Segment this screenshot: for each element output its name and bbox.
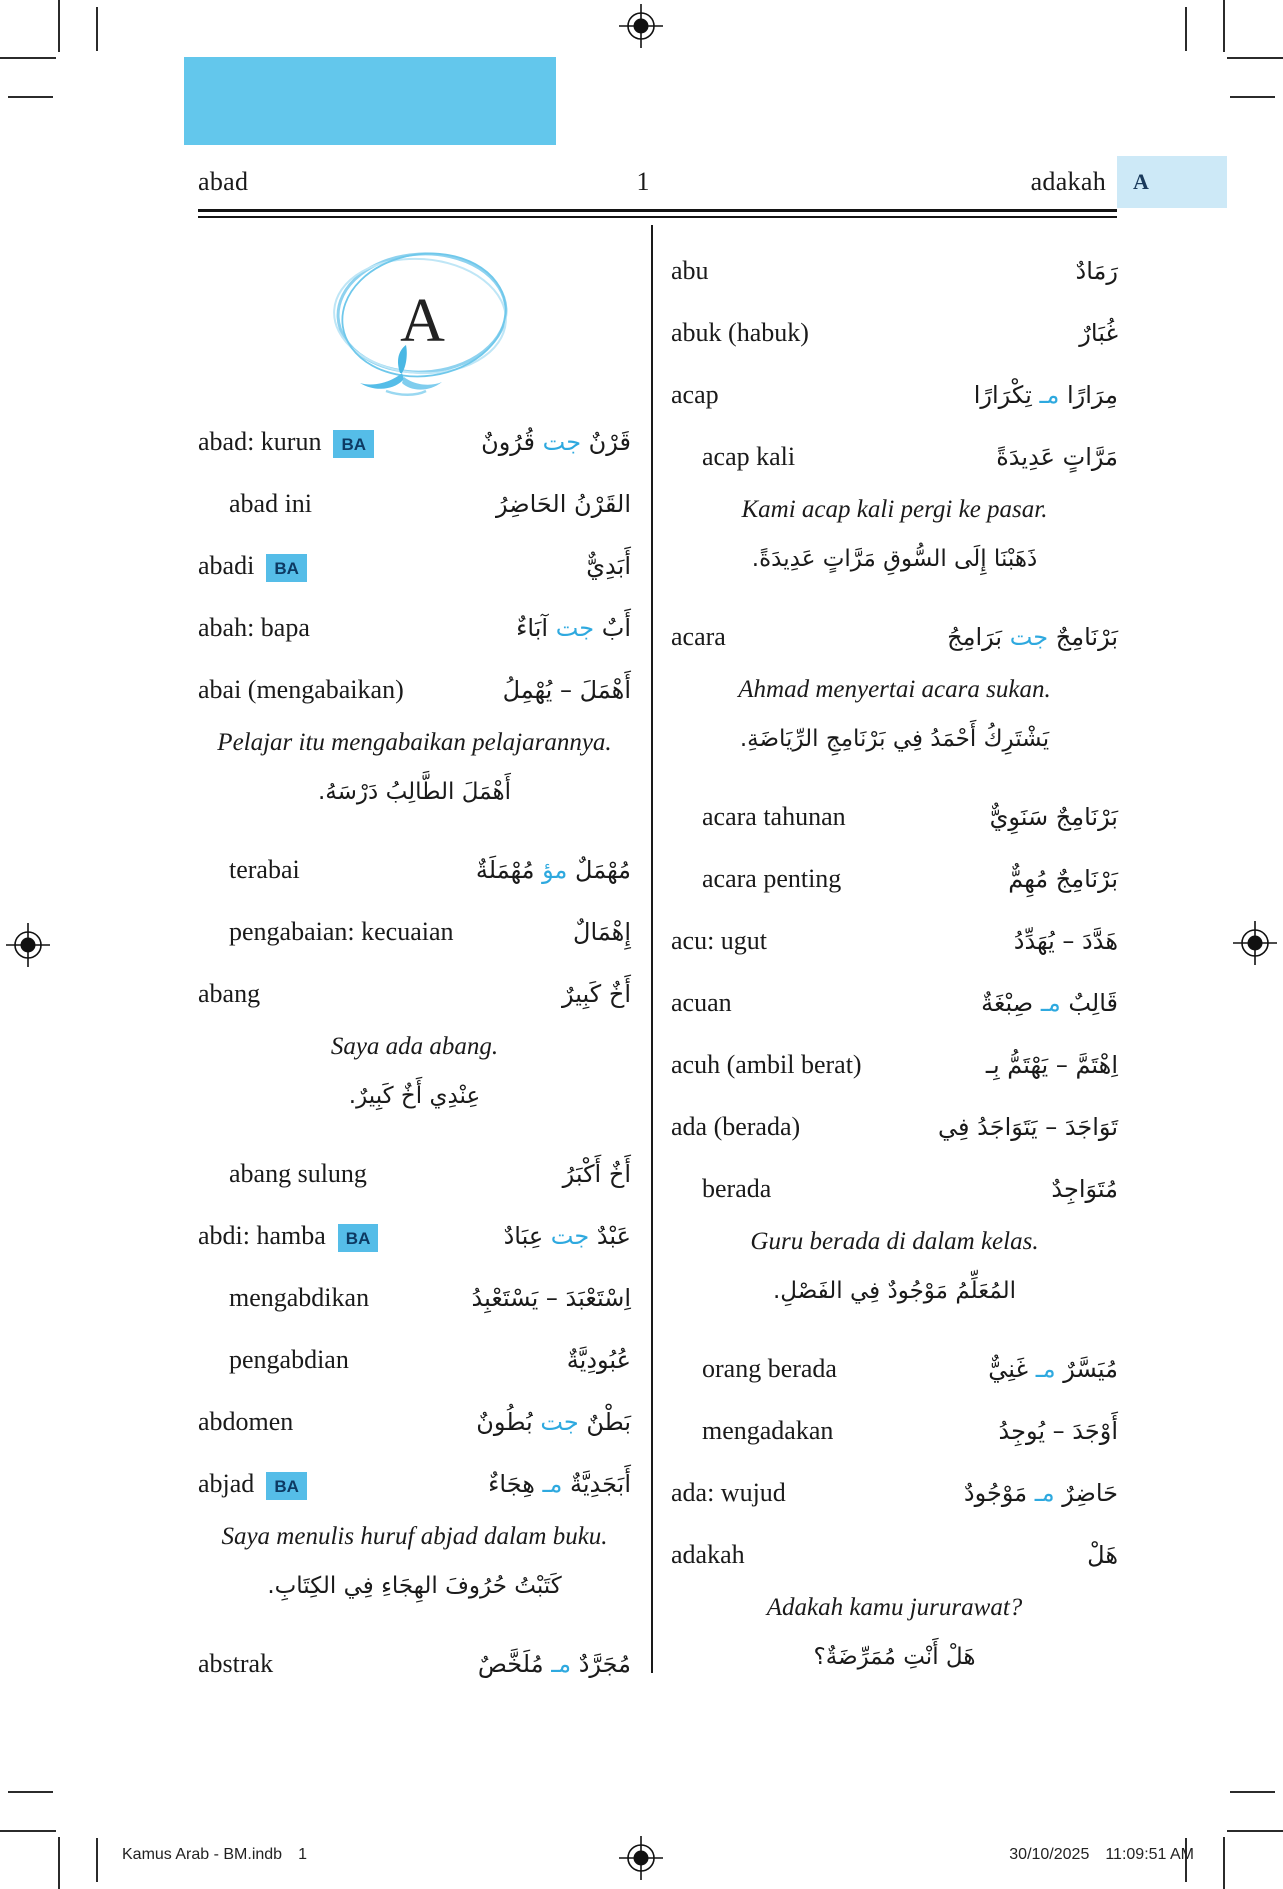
ba-badge: BA (338, 1224, 379, 1252)
dictionary-entry (671, 302, 1118, 364)
entry-term: abu (671, 256, 709, 285)
entry-term: abang sulung (229, 1159, 367, 1188)
entry-term-group (671, 318, 809, 348)
entry-term: terabai (229, 855, 300, 884)
arabic-text: أَوْجَدَ – يُوجِدُ (998, 1416, 1118, 1445)
arabic-text: بَرْنَامِجٌ (1048, 622, 1118, 651)
entry-term: abdomen (198, 1407, 294, 1436)
trim-mark (8, 1791, 53, 1793)
ba-badge: BA (333, 430, 374, 458)
medallion-space (198, 222, 631, 411)
arabic-text: بُطُونٌ (476, 1407, 541, 1436)
trim-mark (1223, 1837, 1225, 1889)
column-divider (651, 225, 653, 1673)
example-sentence (671, 672, 1118, 762)
arabic-text: اِهْتَمَّ – يَهْتَمُّ بِـ (985, 1050, 1118, 1079)
entry-term: mengabdikan (229, 1283, 370, 1312)
example-sentence (671, 1590, 1118, 1680)
entry-term: abang (198, 979, 261, 1008)
grammar-marker: مـ (551, 1649, 572, 1678)
guide-word-right: adakah (1030, 167, 1106, 196)
dictionary-entry (198, 659, 631, 721)
arabic-text: مَرَّاتٍ عَدِيدَةً (996, 442, 1118, 471)
dictionary-entry (198, 1205, 631, 1267)
entry-term-group (671, 380, 719, 410)
entry-term: abuk (habuk) (671, 318, 809, 347)
entry-term: acap (671, 380, 719, 409)
entry-term-group (198, 427, 374, 458)
entry-arabic (504, 1223, 631, 1249)
footer-file-info (122, 1846, 307, 1864)
dictionary-entry (198, 1143, 631, 1205)
dictionary-entry (671, 848, 1118, 910)
grammar-marker: مـ (1034, 1478, 1055, 1507)
example-arabic: المُعَلِّمُ مَوْجُودٌ فِي الفَصْلِ. (772, 1278, 1017, 1304)
arabic-text: بَطْنٌ (578, 1407, 631, 1436)
arabic-text: مُيَسَّرٌ (1055, 1354, 1118, 1383)
arabic-text: عُبُودِيَّةٌ (566, 1345, 631, 1374)
entry-term-group (671, 1050, 862, 1080)
entry-term-group (671, 256, 709, 286)
entry-term: abstrak (198, 1649, 274, 1678)
entry-term-group (198, 917, 454, 947)
entry-arabic (563, 1161, 631, 1187)
dictionary-entry (198, 1267, 631, 1329)
entry-term-group (198, 1469, 307, 1500)
entry-term: abai (mengabaikan) (198, 675, 404, 704)
entry-term-group (671, 1416, 833, 1446)
entry-arabic (996, 444, 1118, 470)
entry-arabic (986, 1052, 1118, 1078)
arabic-text: أَبَجَدِيَّةٌ (562, 1469, 631, 1498)
arabic-text: حَاضِرٌ (1054, 1478, 1118, 1507)
entry-arabic (1079, 320, 1118, 346)
arabic-text: تِكْرَارًا (973, 380, 1040, 409)
grammar-marker: جت (555, 613, 595, 642)
arabic-text: هَدَّدَ – يُهَدِّدُ (1013, 926, 1118, 955)
dictionary-entry (671, 1338, 1118, 1400)
grammar-marker: جت (550, 1221, 590, 1250)
registration-mark-icon (619, 4, 663, 48)
entry-term: pengabdian (229, 1345, 349, 1374)
dictionary-entry (671, 1096, 1118, 1158)
entry-arabic (990, 804, 1118, 830)
entry-term-group (198, 1345, 349, 1375)
entry-arabic (964, 1480, 1118, 1506)
trim-mark (96, 7, 98, 51)
arabic-text: القَرْنُ الحَاضِرُ (495, 489, 631, 518)
arabic-text: بَرَامِجُ (947, 622, 1010, 651)
entry-term-group (198, 1649, 273, 1679)
trim-mark (1227, 1830, 1283, 1832)
entry-term-group (671, 1478, 786, 1508)
arabic-text: بَرْنَامِجٌ سَنَوِيٌّ (989, 802, 1118, 831)
arabic-text: قُرُونٌ (481, 427, 543, 456)
arabic-text: بَرْنَامِجٌ مُهِمٌّ (1008, 864, 1118, 893)
entry-term-group (198, 1283, 369, 1313)
entry-term-group (198, 551, 307, 582)
entry-term-group (671, 442, 795, 472)
footer-page: 1 (298, 1846, 307, 1863)
dictionary-entry (198, 901, 631, 963)
arabic-text: إِهْمَالٌ (573, 917, 631, 946)
arabic-text: قَالِبٌ (1060, 988, 1118, 1017)
trim-mark (1227, 57, 1283, 59)
arabic-text: قَرْنٌ (581, 427, 631, 456)
dictionary-entry (198, 1453, 631, 1515)
arabic-text: غَنِيٌّ (988, 1354, 1036, 1383)
arabic-text: اِسْتَعْبَدَ – يَسْتَعْبِدُ (471, 1283, 631, 1312)
entry-arabic (562, 981, 631, 1007)
arabic-text: أَبَدِيٌّ (586, 551, 631, 580)
ba-badge: BA (266, 1472, 307, 1500)
trim-mark (1223, 0, 1225, 52)
example-malay: Saya menulis huruf abjad dalam buku. (221, 1523, 608, 1550)
entry-arabic (573, 919, 631, 945)
entry-arabic (488, 1471, 631, 1497)
dictionary-entry (198, 963, 631, 1025)
dictionary-entry (198, 1329, 631, 1391)
arabic-text: غُبَارٌ (1079, 318, 1118, 347)
trim-mark (8, 96, 53, 98)
trim-mark (1230, 1791, 1275, 1793)
grammar-marker: جت (540, 1407, 579, 1436)
entry-term: abdi: hamba (198, 1220, 326, 1250)
example-arabic: أَهْمَلَ الطَّالِبُ دَرْسَهُ. (318, 779, 511, 805)
arabic-text: هَلْ (1087, 1540, 1118, 1569)
trim-mark (0, 1830, 56, 1832)
entry-term: acuh (ambil berat) (671, 1050, 862, 1079)
entry-term: acara tahunan (702, 802, 846, 831)
entry-term-group (671, 926, 767, 956)
entry-term: acara (671, 622, 726, 651)
entry-term: acap kali (702, 442, 796, 471)
entry-arabic (988, 1356, 1118, 1382)
entry-term-group (198, 1407, 293, 1437)
header-color-bar (184, 57, 556, 145)
entry-term: acu: ugut (671, 926, 768, 955)
example-malay: Pelajar itu mengabaikan pelajarannya. (217, 729, 612, 756)
arabic-text: مُهْمَلَةٌ (475, 855, 543, 884)
dictionary-entry (671, 910, 1118, 972)
entry-term-group (671, 802, 846, 832)
trim-mark (0, 57, 56, 59)
dictionary-entry (198, 1391, 631, 1453)
ba-badge: BA (266, 554, 307, 582)
entry-term: abad: kurun (198, 426, 322, 456)
example-sentence (198, 725, 631, 815)
entry-term: acuan (671, 988, 732, 1017)
example-sentence (671, 1224, 1118, 1314)
entry-arabic (1008, 866, 1118, 892)
section-letter: A (400, 287, 445, 355)
entry-term: mengadakan (702, 1416, 834, 1445)
example-malay: Kami acap kali pergi ke pasar. (741, 496, 1048, 523)
example-malay: Adakah kamu jururawat? (766, 1594, 1023, 1621)
entry-term: orang berada (702, 1354, 837, 1383)
entry-term-group (198, 855, 300, 885)
arabic-text: أَخٌ كَبِيرٌ (562, 979, 631, 1008)
entry-arabic (496, 491, 631, 517)
footer-date: 30/10/2025 (1009, 1846, 1090, 1863)
footer-timestamp (1009, 1846, 1194, 1864)
arabic-text: مَوْجُودٌ (963, 1478, 1035, 1507)
entry-term-group (198, 1221, 378, 1252)
page-number: 1 (636, 167, 650, 196)
entry-term-group (671, 622, 726, 652)
entry-arabic (1051, 1176, 1118, 1202)
trim-mark (58, 0, 60, 52)
dictionary-entry (198, 1633, 631, 1695)
entry-term-group (671, 988, 732, 1018)
left-column (198, 222, 631, 1695)
dictionary-entry (671, 1158, 1118, 1220)
entry-term: ada: wujud (671, 1478, 786, 1507)
entry-term-group (671, 864, 841, 894)
registration-mark-icon (6, 923, 50, 967)
entry-arabic (476, 857, 631, 883)
arabic-text: صِبْغَةٌ (981, 988, 1041, 1017)
entry-arabic (516, 615, 631, 641)
example-malay: Saya ada abang. (330, 1033, 499, 1060)
right-column (671, 222, 1118, 1704)
entry-term: acara penting (702, 864, 842, 893)
entry-term: abjad (198, 1468, 255, 1498)
entry-term-group (671, 1174, 771, 1204)
arabic-text: مُلَخَّصٌ (477, 1649, 552, 1678)
dictionary-entry (198, 535, 631, 597)
entry-arabic (1087, 1542, 1118, 1568)
entry-arabic (947, 624, 1118, 650)
dictionary-entry (671, 1462, 1118, 1524)
arabic-text: عِبَادٌ (503, 1221, 551, 1250)
arabic-text: مُجَرَّدٌ (571, 1649, 631, 1678)
arabic-text: هِجَاءٌ (488, 1469, 543, 1498)
entry-term-group (198, 979, 260, 1009)
entry-arabic (476, 1409, 631, 1435)
entry-arabic (481, 429, 631, 455)
grammar-marker: مـ (1040, 988, 1061, 1017)
dictionary-entry (671, 1524, 1118, 1586)
entry-arabic (567, 1347, 631, 1373)
dictionary-entry (198, 411, 631, 473)
arabic-text: أَبٌ (594, 613, 631, 642)
entry-term-group (671, 1112, 800, 1142)
dictionary-entry (671, 972, 1118, 1034)
example-sentence (198, 1029, 631, 1119)
entry-term: berada (702, 1174, 772, 1203)
entry-term-group (198, 675, 404, 705)
dictionary-entry (671, 240, 1118, 302)
entry-term-group (671, 1354, 837, 1384)
grammar-marker: مـ (1039, 380, 1060, 409)
trim-mark (96, 1838, 98, 1882)
grammar-marker: مـ (542, 1469, 563, 1498)
arabic-text: عَبْدٌ (589, 1221, 631, 1250)
footer-time: 11:09:51 AM (1105, 1846, 1194, 1863)
dictionary-entry (198, 473, 631, 535)
dictionary-entry (671, 786, 1118, 848)
entry-term: ada (berada) (671, 1112, 801, 1141)
header-rule (198, 216, 1117, 218)
entry-term: pengabaian: kecuaian (229, 917, 454, 946)
example-arabic: كَتَبْتُ حُرُوفَ الهِجَاءِ فِي الكِتَابِ. (267, 1573, 562, 1599)
entry-arabic (478, 1651, 631, 1677)
entry-term: abad ini (229, 489, 313, 518)
dictionary-entry (671, 1034, 1118, 1096)
grammar-marker: مؤ (542, 855, 568, 884)
example-sentence (671, 492, 1118, 582)
grammar-marker: جت (1009, 622, 1049, 651)
example-arabic: عِنْدِي أَخٌ كَبِيرٌ. (348, 1083, 481, 1109)
arabic-text: مُتَوَاجِدٌ (1051, 1174, 1118, 1203)
guide-word-left: abad (198, 167, 249, 196)
section-tab (1117, 156, 1227, 208)
dictionary-entry (198, 839, 631, 901)
trim-mark (1185, 7, 1187, 51)
dictionary-entry (671, 426, 1118, 488)
registration-mark-icon (619, 1836, 663, 1880)
dictionary-entry (671, 364, 1118, 426)
example-malay: Guru berada di dalam kelas. (750, 1228, 1039, 1255)
entry-term: adakah (671, 1540, 745, 1569)
arabic-text: رَمَادٌ (1075, 256, 1118, 285)
section-tab-letter: A (1133, 169, 1149, 194)
example-sentence (198, 1519, 631, 1609)
arabic-text: مُهْمَلٌ (567, 855, 631, 884)
entry-arabic (981, 990, 1118, 1016)
arabic-text: أَخٌ أَكْبَرُ (562, 1159, 631, 1188)
entry-term-group (671, 1540, 745, 1570)
entry-arabic (586, 553, 631, 579)
header-rule (198, 209, 1117, 212)
trim-mark (1230, 96, 1275, 98)
dictionary-entry (198, 597, 631, 659)
example-arabic: ذَهَبْنَا إِلَى السُّوقِ مَرَّاتٍ عَدِيدَةً. (751, 546, 1038, 572)
entry-arabic (1076, 258, 1118, 284)
example-malay: Ahmad menyertai acara sukan. (738, 676, 1051, 703)
dictionary-entry (671, 1400, 1118, 1462)
entry-term-group (198, 489, 312, 519)
arabic-text: آبَاءٌ (516, 613, 556, 642)
trim-mark (58, 1837, 60, 1889)
grammar-marker: مـ (1035, 1354, 1056, 1383)
entry-term: abadi (198, 550, 255, 580)
entry-term: abah: bapa (198, 613, 310, 642)
grammar-marker: جت (542, 427, 582, 456)
entry-arabic (999, 1418, 1118, 1444)
arabic-text: مِرَارًا (1059, 380, 1118, 409)
entry-arabic (974, 382, 1118, 408)
entry-term-group (198, 1159, 367, 1189)
entry-arabic (1014, 928, 1118, 954)
example-arabic: يَشْتَرِكُ أَحْمَدُ فِي بَرْنَامِجِ الرِّيَاضَةِ. (739, 726, 1050, 752)
dictionary-entry (671, 606, 1118, 668)
entry-arabic (503, 677, 631, 703)
footer-file-label: Kamus Arab - BM.indb (122, 1846, 283, 1863)
example-arabic: هَلْ أَنْتِ مُمَرِّضَةٌ؟ (813, 1644, 976, 1670)
entry-arabic (472, 1285, 631, 1311)
entry-term-group (198, 613, 310, 643)
arabic-text: تَوَاجَدَ – يَتَوَاجَدُ فِي (938, 1112, 1118, 1141)
registration-mark-icon (1233, 921, 1277, 965)
arabic-text: أَهْمَلَ – يُهْمِلُ (502, 675, 631, 704)
entry-arabic (938, 1114, 1118, 1140)
